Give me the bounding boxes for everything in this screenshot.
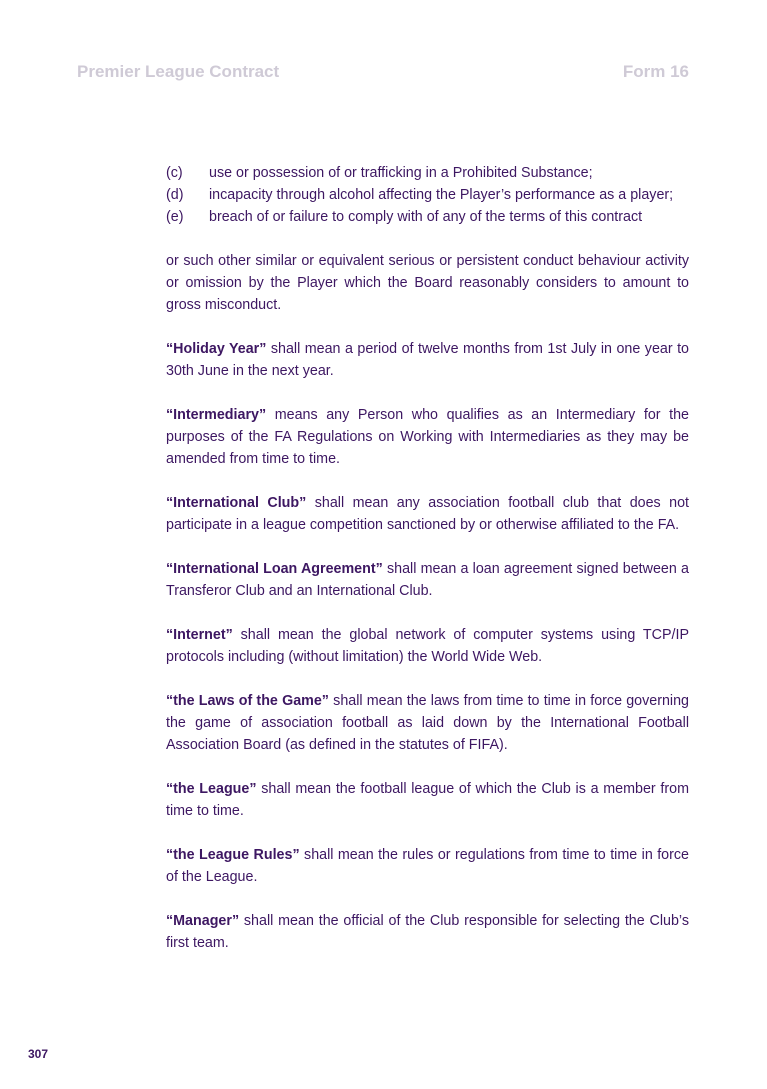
list-item	[166, 206, 689, 228]
definition-laws-of-the-game	[166, 690, 689, 756]
definition-text: shall mean the global network of computer systems using TCP/IP protocols including (without limitation) the World Wide Web.	[166, 627, 689, 665]
definition-text: shall mean the official of the Club responsible for selecting the Club’s first team.	[166, 913, 689, 951]
list-item-marker: (d)	[166, 187, 184, 203]
header-form-label: Form 16	[622, 62, 689, 81]
definition-term: “Internet”	[166, 627, 233, 643]
definition-the-league	[166, 778, 689, 822]
misconduct-list	[166, 162, 689, 228]
definition-league-rules	[166, 844, 689, 888]
list-item-marker: (c)	[166, 165, 183, 181]
definition-internet	[166, 624, 689, 668]
definition-intermediary	[166, 404, 689, 470]
definition-text: shall mean the rules or regulations from time to time in force of the League.	[166, 847, 689, 885]
definition-international-loan-agreement	[166, 558, 689, 602]
definition-international-club	[166, 492, 689, 536]
list-item	[166, 162, 689, 184]
list-item-text: incapacity through alcohol affecting the Player’s performance as a player;	[209, 187, 674, 203]
definition-text: shall mean a period of twelve months from 1st July in one year to 30th June in the next year.	[166, 341, 689, 379]
definition-text: shall mean any association football club that does not participate in a league competition sanctioned by or otherwise affiliated to the FA.	[166, 495, 690, 533]
definition-term: “International Club”	[166, 495, 307, 511]
definition-text: shall mean the football league of which the Club is a member from time to time.	[166, 781, 689, 819]
header-title: Premier League Contract	[77, 62, 280, 81]
definition-text: shall mean the laws from time to time in force governing the game of association football as laid down by the International Football Association Board (as defined in the statutes of FIFA).	[166, 693, 690, 753]
list-item	[166, 184, 689, 206]
definition-term: “the League”	[166, 781, 257, 797]
list-item-text: use or possession of or trafficking in a Prohibited Substance;	[209, 165, 593, 181]
definition-term: “Intermediary”	[166, 407, 267, 423]
closing-paragraph: or such other similar or equivalent serious or persistent conduct behaviour activity or omission by the Player which the Board reasonably considers to amount to gross misconduct.	[166, 253, 689, 313]
list-item-text: breach of or failure to comply with of any of the terms of this contract	[209, 209, 643, 225]
page-number: 307	[28, 1047, 49, 1061]
definition-term: “International Loan Agreement”	[166, 561, 383, 577]
definition-term: “Holiday Year”	[166, 341, 267, 357]
definition-term: “Manager”	[166, 913, 240, 929]
document-body	[166, 162, 689, 954]
list-item-marker: (e)	[166, 209, 184, 225]
definition-text: means any Person who qualifies as an Intermediary for the purposes of the FA Regulations on Working with Intermediaries as they may be amended from time to time.	[166, 407, 689, 467]
definition-holiday-year	[166, 338, 689, 382]
definition-manager	[166, 910, 689, 954]
definition-term: “the League Rules”	[166, 847, 300, 863]
definition-term: “the Laws of the Game”	[166, 693, 329, 709]
definition-text: shall mean a loan agreement signed between a Transferor Club and an International Club.	[166, 561, 689, 599]
